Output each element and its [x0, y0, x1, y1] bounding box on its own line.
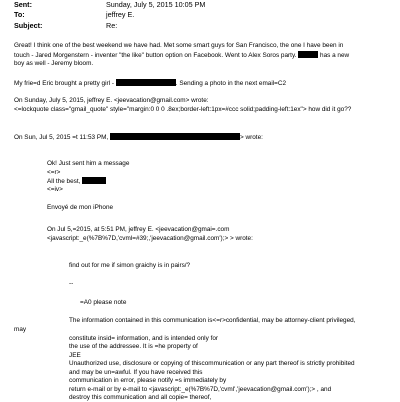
- redaction-block: [82, 177, 106, 184]
- quote-line: On Jul 5,=2015, at 5:51 PM, jeffrey E. <jeevacation@gmai=.com: [47, 226, 230, 233]
- quote-line: On Sunday, July 5, 2015, jeffrey E. <jeevacation@gmail.com> wrote:: [14, 97, 209, 104]
- notice-line: communication in error, please notify =s immediately by: [69, 377, 227, 384]
- body-line: boy as well - Jeremy bloom.: [14, 60, 94, 67]
- notice-line: constitute insid= information, and is intended only for: [69, 335, 219, 342]
- subject-value: Re:: [106, 21, 118, 30]
- quote-line: [14, 133, 263, 142]
- to-value: jeffrey E.: [106, 10, 135, 19]
- body-text: All the best,: [47, 178, 81, 185]
- body-line: --: [69, 280, 74, 287]
- notice-line: the use of the addressee. It is =he property of: [69, 343, 198, 350]
- notice-line: Unauthorized use, disclosure or copying of thiscommunication or any part thereof is strictly prohibited: [69, 360, 355, 367]
- redaction-block: [110, 133, 240, 140]
- body-line: Great! I think one of the best weekend we have had. Met some smart guys for San Francisco, the one I have been in: [14, 42, 344, 49]
- redaction-block: [116, 79, 176, 86]
- body-text: > wrote:: [239, 134, 263, 141]
- sent-label: Sent:: [14, 0, 32, 9]
- body-text: . Sending a photo in the next email=C2: [175, 80, 287, 87]
- notice-line: may: [14, 326, 27, 333]
- body-line: [14, 79, 286, 88]
- body-text: On Sun, Jul 5, 2015 =t 11:53 PM,: [14, 134, 109, 141]
- notice-line: and may be un=awful. If you have received this: [69, 369, 203, 376]
- reply-line: <=r>: [47, 169, 61, 176]
- subject-label: Subject:: [14, 21, 43, 30]
- reply-line: Envoyé de mon iPhone: [47, 204, 114, 211]
- notice-line: return e-mail or by e-mail to <javascript:_e(%7B%7D,'cvml','jeevacation@gmail.com');> , and: [69, 386, 332, 393]
- body-text: My frie=d Eric brought a pretty girl -: [14, 80, 114, 87]
- body-line: =A0 please note: [80, 299, 127, 306]
- reply-line: Ok! Just sent him a message: [47, 160, 130, 167]
- body-line: [14, 51, 349, 60]
- reply-line: <=iv>: [47, 186, 63, 193]
- body-text: has a new: [320, 52, 350, 59]
- notice-line: destroy this communication and all copie= thereof,: [69, 394, 212, 401]
- to-label: To:: [14, 10, 25, 19]
- reply-line: [47, 177, 106, 186]
- sent-value: Sunday, July 5, 2015 10:05 PM: [106, 0, 206, 9]
- body-text: touch - Jared Morgenstern - inventer "the like" button option on Facebook. Went to Alex Soros party.: [14, 52, 297, 59]
- body-line: find out for me if simon graichy is in pairs/?: [69, 262, 191, 269]
- notice-line: The information contained in this communication is<=r>confidential, may be attorney-client privileged,: [69, 317, 356, 324]
- quote-line: <=lockquote class="gmail_quote" style="margin:0 0 0 .8ex;border-left:1px=#ccc solid;padding-left:1ex"> how did it go??: [14, 106, 352, 113]
- notice-line: JEE: [69, 352, 81, 359]
- redaction-block: [298, 51, 318, 58]
- quote-line: <javascript:_e(%7B%7D,'cvml=#39;,'jeevacation@gmail.com');> > wrote:: [47, 235, 253, 242]
